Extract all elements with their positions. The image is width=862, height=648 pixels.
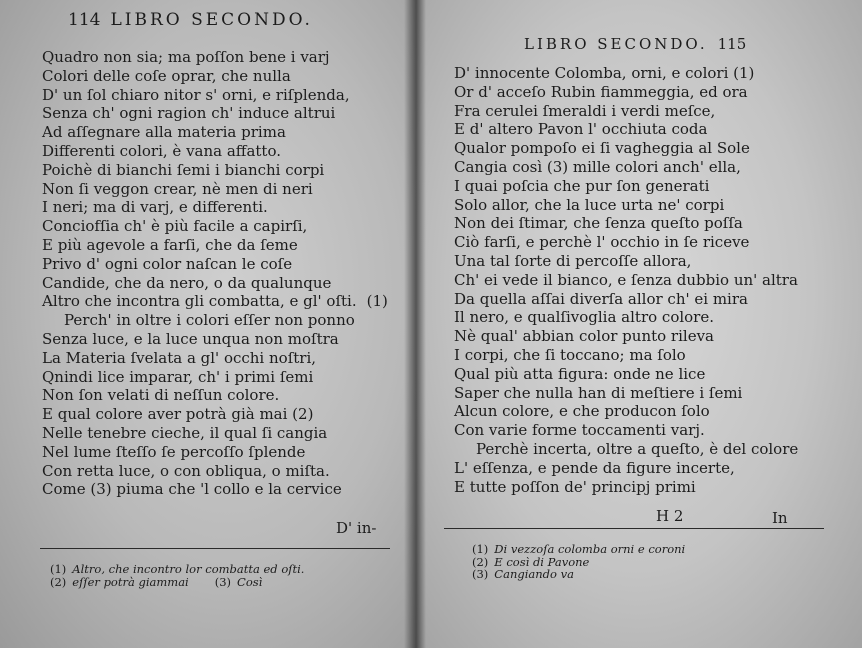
signature-mark: H 2 xyxy=(656,507,684,525)
right-running-head xyxy=(524,35,756,53)
verse-line: Nelle tenebre cieche, il qual ſi cangia xyxy=(42,423,328,442)
verse-line: Qnindi lice imparar, ch' i primi ſemi xyxy=(42,367,314,386)
footnote-text: Altro, che incontro lor combatta ed oſti. xyxy=(72,562,305,576)
left-footnote-rule xyxy=(40,548,390,549)
verse-line: Nel lume ſteſſo ſe percoſſo ſplende xyxy=(42,442,306,461)
footnote-number: (1) xyxy=(472,542,489,556)
footnote-text: Cangiando va xyxy=(494,567,574,581)
right-catchword: In xyxy=(772,509,788,527)
left-page xyxy=(0,0,414,648)
footnote-number: (3) xyxy=(214,574,232,589)
verse-line: Non ſon velati di neſſun colore. xyxy=(42,386,280,405)
verse-line: Candide, che da nero, o da qualunque xyxy=(42,273,332,292)
footnote-number: (2) xyxy=(472,554,489,569)
verse-line: Una tal ſorte di percoſſe allora, xyxy=(454,251,692,270)
verse-line: Ad aſſegnare alla materia prima xyxy=(42,123,286,142)
verse-line: Ch' ei vede il bianco, e ſenza dubbio un' altra xyxy=(454,270,798,289)
right-verse-lines xyxy=(454,64,798,496)
verse-line: I corpi, che ſi toccano; ma ſolo xyxy=(454,345,686,364)
left-verse-lines xyxy=(42,48,388,499)
verse-line: Non dei ſtimar, che ſenza queſto poſſa xyxy=(454,214,743,233)
verse-line: D' un ſol chiaro nitor s' orni, e riſplenda, xyxy=(42,85,350,104)
verse-line: Qualor pompoſo ei ſi vagheggia al Sole xyxy=(454,139,750,158)
verse-line: Senza ch' ogni ragion ch' induce altrui xyxy=(42,104,336,123)
verse-line: Differenti colori, è vana affatto. xyxy=(42,141,281,160)
verse-line: E più agevole a farſi, che da ſeme xyxy=(42,235,298,254)
footnote xyxy=(50,576,304,589)
footnote-number: (3) xyxy=(472,567,489,581)
footnote-text: E così di Pavone xyxy=(494,554,590,569)
verse-line: Ciò farſi, e perchè l' occhio in ſe riceve xyxy=(454,233,750,252)
verse-line: Poichè di bianchi ſemi i bianchi corpi xyxy=(42,160,325,179)
verse-line: Solo allor, che la luce urta ne' corpi xyxy=(454,195,725,214)
verse-line: Or d' acceſo Rubin fiammeggia, ed ora xyxy=(454,82,748,101)
verse-line: Qual più atta figura: onde ne lice xyxy=(454,364,706,383)
verse-line: I quai poſcia che pur ſon generati xyxy=(454,176,710,195)
left-footnotes xyxy=(50,563,304,588)
margin-note-marker: (1) xyxy=(366,292,388,311)
footnote-text: eſſer potrà giammai xyxy=(72,574,189,589)
verse-line: Non ſi veggon crear, nè men di neri xyxy=(42,179,313,198)
verse-line: D' innocente Colomba, orni, e colori (1) xyxy=(454,64,755,82)
verse-line: I neri; ma di varj, e differenti. xyxy=(42,198,268,217)
verse-line: Cangia così (3) mille colori anch' ella, xyxy=(454,157,741,176)
right-head-title: LIBRO SECONDO. xyxy=(524,35,708,53)
footnote-number: (1) xyxy=(50,562,67,576)
footnote-text: Di vezzoſa colomba orni e coroni xyxy=(494,542,686,556)
verse-line: Perch' in oltre i colori eſſer non ponno xyxy=(64,311,355,330)
verse-line: Privo d' ogni color naſcan le coſe xyxy=(42,254,293,273)
left-catchword: D' in- xyxy=(336,519,377,537)
right-page-number: 115 xyxy=(717,35,747,53)
verse-line: Quadro non sia; ma poſſon bene i varj xyxy=(42,48,330,66)
left-head-title: LIBRO SECONDO. xyxy=(110,10,313,30)
verse-text: Altro che incontra gli combatta, e gl' oſti. xyxy=(42,292,357,311)
verse-line: Con retta luce, o con obliqua, o miſta. xyxy=(42,461,330,480)
verse-line: Alcun colore, e che producon ſolo xyxy=(454,402,710,421)
verse-line: Come (3) piuma che 'l collo e la cervice xyxy=(42,480,342,499)
footnote xyxy=(472,568,685,581)
verse-line: Nè qual' abbian color punto rileva xyxy=(454,327,714,346)
left-page-number: 114 xyxy=(68,10,101,30)
verse-line: Con varie forme toccamenti varj. xyxy=(454,421,705,440)
verse-line: Fra cerulei ſmeraldi i verdi meſce, xyxy=(454,101,716,120)
footnote-text: Così xyxy=(237,574,263,589)
right-footnote-rule xyxy=(444,528,824,529)
verse-line: Il nero, e qualſivoglia altro colore. xyxy=(454,308,714,327)
verse-line: L' eſſenza, e pende da figure incerte, xyxy=(454,458,735,477)
left-running-head xyxy=(58,10,313,30)
verse-line: Conciofſia ch' è più facile a capirſi, xyxy=(42,217,308,236)
right-footnotes xyxy=(472,543,685,581)
verse-line: E qual colore aver potrà già mai (2) xyxy=(42,405,314,424)
verse-line: Saper che nulla han di meſtiere i ſemi xyxy=(454,383,743,402)
verse-line: Colori delle coſe oprar, che nulla xyxy=(42,66,291,85)
verse-line: Perchè incerta, oltre a queſto, è del colore xyxy=(476,439,799,458)
verse-line: E d' altero Pavon l' occhiuta coda xyxy=(454,120,708,139)
verse-line: Da quella aſſai diverſa allor ch' ei mira xyxy=(454,289,748,308)
footnote-number: (2) xyxy=(50,574,67,589)
verse-line: Senza luce, e la luce unqua non moſtra xyxy=(42,329,339,348)
verse-line: E tutte poſſon de' principj primi xyxy=(454,477,696,496)
verse-line: La Materia ſvelata a gl' occhi noſtri, xyxy=(42,348,317,367)
right-page xyxy=(414,0,862,648)
verse-line-with-note xyxy=(42,292,388,311)
